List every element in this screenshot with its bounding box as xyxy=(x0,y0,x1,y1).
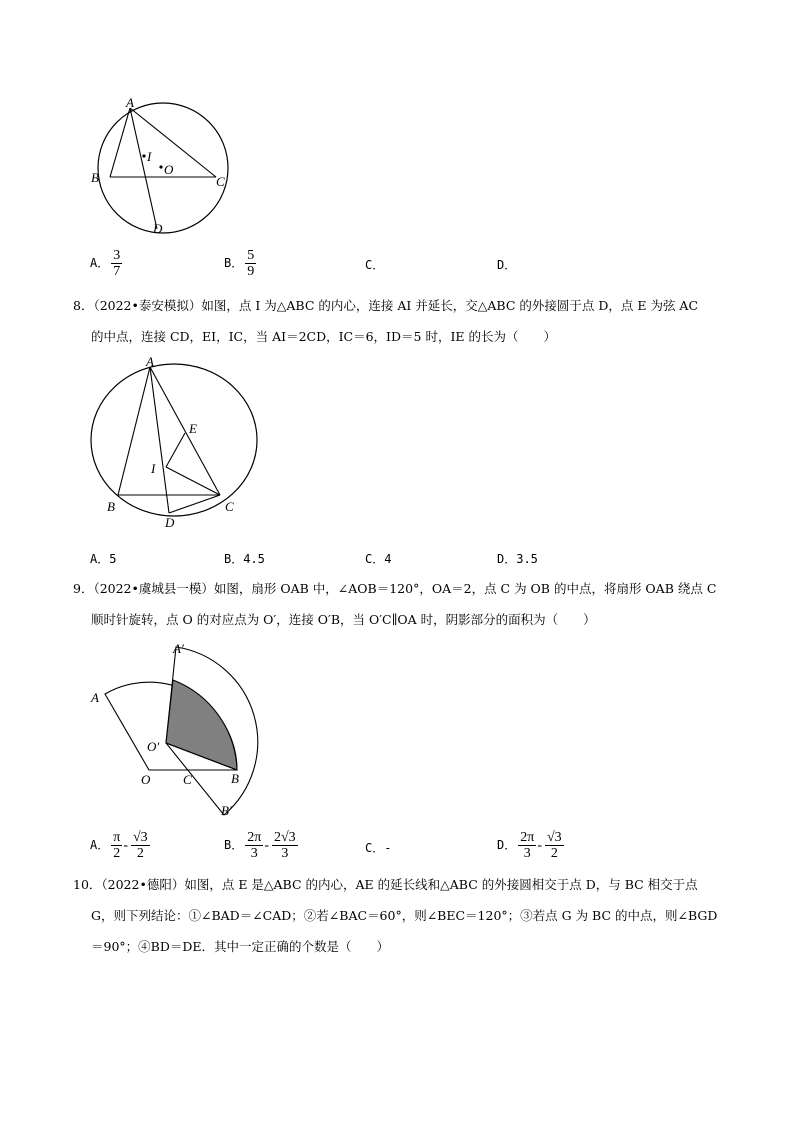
q7-option-d-prefix: D． xyxy=(497,258,517,272)
q8-line-ad xyxy=(150,367,169,513)
q9-option-c-prefix: C． xyxy=(365,841,385,855)
q8-line-cd xyxy=(169,495,220,513)
q10-line-2: G，则下列结论：①∠BAD＝∠CAD；②若∠BAC＝60°，则∠BEC＝120°；③若点 G 为 BC 的中点，则∠BGD xyxy=(91,908,718,923)
q8-circumcircle xyxy=(91,364,257,516)
q7-circumcircle xyxy=(98,103,228,233)
q9-option-b-frac1 xyxy=(245,830,263,861)
q8-option-d[interactable]: D．3.5 xyxy=(497,552,538,566)
q9-option-b-den2: 3 xyxy=(281,846,289,861)
q7-option-b-num: 5 xyxy=(247,248,255,263)
q10-question xyxy=(73,869,733,962)
q9-label-a-prime: A′ xyxy=(173,641,184,656)
q7-label-b: B xyxy=(91,170,99,185)
q9-option-d-num2: √3 xyxy=(546,830,562,845)
q9-line-1: 9．（2022•虞城县一模）如图，扇形 OAB 中，∠AOB＝120°，OA＝2，点 C 为 OB 的中点，将扇形 OAB 绕点 C xyxy=(73,581,717,596)
q8-label-i: I xyxy=(151,461,156,476)
q7-label-i: I xyxy=(147,149,152,164)
q7-option-a[interactable] xyxy=(90,248,122,279)
q9-option-b-frac2 xyxy=(272,830,298,861)
q9-option-d[interactable] xyxy=(497,830,564,861)
q9-option-b-den1: 3 xyxy=(250,846,258,861)
q9-label-o: O xyxy=(141,772,151,787)
q7-option-a-prefix: A． xyxy=(90,256,110,270)
q8-line-ei xyxy=(166,433,185,467)
q7-point-i xyxy=(142,154,145,157)
q10-line-1: 10．（2022•德阳）如图，点 E 是△ABC 的内心，AE 的延长线和△ABC 的外接圆相交于点 D，与 BC 相交于点 xyxy=(73,877,698,892)
q8-question xyxy=(73,290,733,352)
q8-option-b[interactable]: B．4.5 xyxy=(224,552,265,566)
q9-line-2: 顺时针旋转，点 O 的对应点为 O′，连接 O′B，当 O′C∥OA 时，阴影部分的面积为（ ） xyxy=(91,612,596,627)
q9-option-a-num2: √3 xyxy=(132,830,148,845)
q8-label-c: C xyxy=(225,499,234,514)
q9-option-b-num2: 2√3 xyxy=(273,830,296,845)
q7-label-d: D xyxy=(153,221,163,236)
q9-option-b[interactable] xyxy=(224,830,298,861)
q7-point-o xyxy=(159,165,162,168)
q7-label-c: C xyxy=(216,174,225,189)
q8-line-1: 8．（2022•泰安模拟）如图，点 I 为△ABC 的内心，连接 AI 并延长，交△ABC 的外接圆于点 D，点 E 为弦 AC xyxy=(73,298,699,313)
q9-figure xyxy=(85,635,285,825)
q9-option-a-minus: - xyxy=(123,837,128,853)
q9-option-a[interactable] xyxy=(90,830,150,861)
q7-figure xyxy=(85,95,245,245)
q9-option-a-prefix: A． xyxy=(90,838,110,852)
q7-option-a-den: 7 xyxy=(113,264,121,279)
q9-label-a: A xyxy=(91,690,99,705)
q9-option-a-den2: 2 xyxy=(136,846,144,861)
q8-label-d: D xyxy=(165,515,175,530)
q7-option-b-prefix: B． xyxy=(224,256,244,270)
q9-option-d-den2: 2 xyxy=(550,846,558,861)
q7-option-c-prefix: C． xyxy=(365,258,385,272)
q9-option-a-frac1 xyxy=(111,830,122,861)
q7-label-a: A xyxy=(126,95,134,110)
q9-option-b-num1: 2π xyxy=(247,830,262,845)
q8-option-c[interactable]: C．4 xyxy=(365,552,392,566)
q9-option-d-num1: 2π xyxy=(520,830,535,845)
q7-option-b[interactable] xyxy=(224,248,256,279)
q9-label-b-prime: B′ xyxy=(221,803,232,818)
q8-label-e: E xyxy=(189,421,197,436)
q9-option-b-prefix: B． xyxy=(224,838,244,852)
q9-option-d-den1: 3 xyxy=(523,846,531,861)
q9-option-d-minus: - xyxy=(537,837,542,853)
q7-label-o: O xyxy=(164,162,174,177)
q8-label-a: A xyxy=(146,354,154,369)
q9-option-b-minus: - xyxy=(264,837,269,853)
q8-option-a[interactable]: A．5 xyxy=(90,552,117,566)
q9-option-d-frac1 xyxy=(518,830,536,861)
q7-side-ab xyxy=(110,108,130,177)
q10-line-3: ＝90°；④BD＝DE．其中一定正确的个数是（ ） xyxy=(91,939,390,954)
q8-label-b: B xyxy=(107,499,115,514)
q9-option-a-den1: 2 xyxy=(113,846,121,861)
q7-option-c[interactable] xyxy=(365,256,384,273)
q9-option-d-frac2 xyxy=(545,830,564,861)
q9-option-c-text: - xyxy=(384,841,392,855)
q7-option-d[interactable] xyxy=(497,256,516,273)
q7-option-b-den: 9 xyxy=(247,264,255,279)
q9-option-a-frac2 xyxy=(131,830,150,861)
q7-option-a-fraction xyxy=(111,248,122,279)
q9-option-c[interactable] xyxy=(365,839,391,856)
q9-label-b: B xyxy=(231,771,239,786)
q9-option-d-prefix: D． xyxy=(497,838,517,852)
q9-label-o-prime: O′ xyxy=(147,739,160,754)
q7-option-a-num: 3 xyxy=(113,248,121,263)
q9-option-a-num1: π xyxy=(113,830,121,845)
q8-figure xyxy=(85,355,265,535)
q7-option-b-fraction xyxy=(245,248,256,279)
q9-label-c: C xyxy=(183,772,192,787)
q8-line-2: 的中点，连接 CD，EI，IC，当 AI＝2CD，IC＝6，ID＝5 时，IE 的长为（ ） xyxy=(91,329,556,344)
q8-side-ab xyxy=(118,367,150,495)
q9-question xyxy=(73,573,733,635)
q8-side-ac xyxy=(150,367,220,495)
